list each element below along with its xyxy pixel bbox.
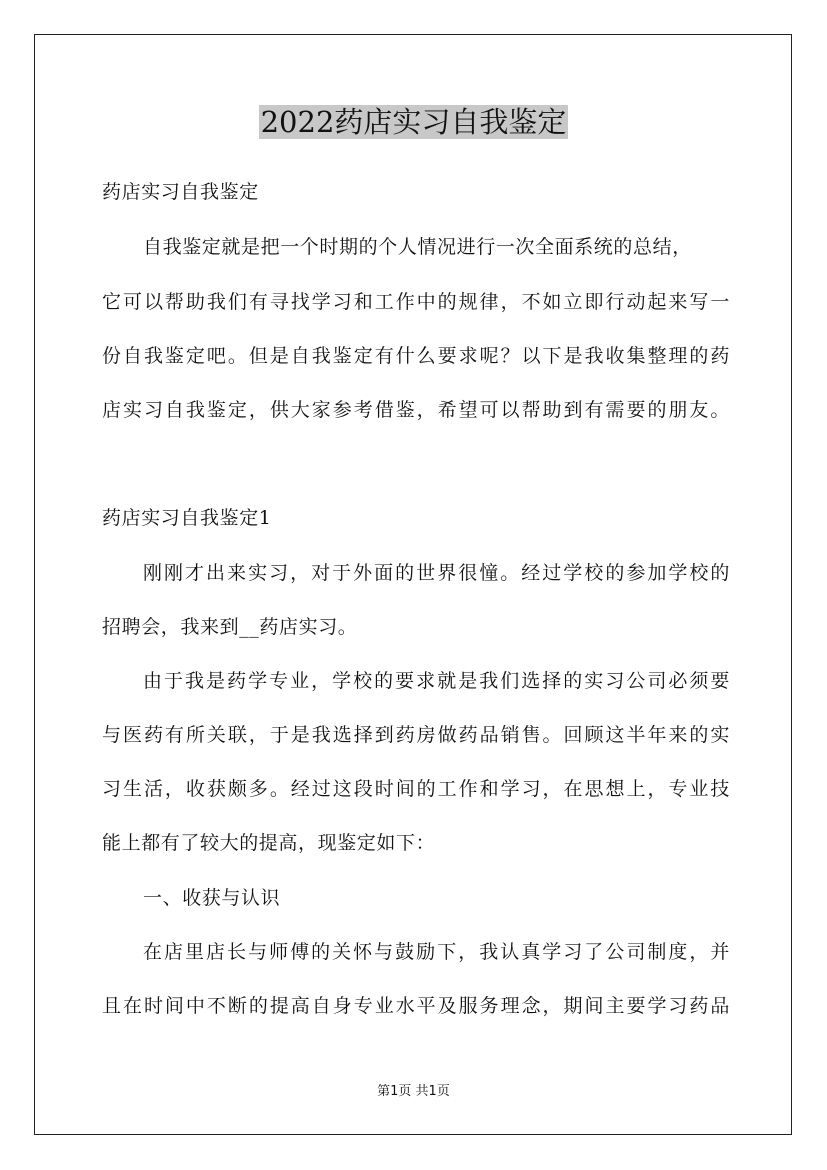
- document-title-text: 2022药店实习自我鉴定: [260, 105, 567, 139]
- paragraph-1-line-2: 招聘会，我来到__药店实习。: [102, 616, 358, 638]
- paragraph-3-line-1: 在店里店长与师傅的关怀与鼓励下，我认真学习了公司制度，并: [143, 941, 730, 963]
- intro-line-1: 自我鉴定就是把一个时期的个人情况进行一次全面系统的总结，: [143, 236, 692, 258]
- page-footer: 第1页 共1页: [377, 1084, 450, 1099]
- paragraph-2-line-4: 能上都有了较大的提高，现鉴定如下：: [102, 832, 436, 854]
- intro-line-4: 店实习自我鉴定，供大家参考借鉴，希望可以帮助到有需要的朋友。: [102, 399, 730, 421]
- intro-line-2: 它可以帮助我们有寻找学习和工作中的规律，不如立即行动起来写一: [102, 291, 730, 313]
- intro-line-3: 份自我鉴定吧。但是自我鉴定有什么要求呢？以下是我收集整理的药: [102, 345, 730, 367]
- paragraph-1-line-1: 刚刚才出来实习，对于外面的世界很憧。经过学校的参加学校的: [143, 562, 730, 584]
- document-subtitle: 药店实习自我鉴定: [102, 181, 259, 203]
- paragraph-3-line-2: 且在时间中不断的提高自身专业水平及服务理念，期间主要学习药品: [102, 995, 730, 1017]
- paragraph-2-line-2: 与医药有所关联，于是我选择到药房做药品销售。回顾这半年来的实: [102, 724, 730, 746]
- section-heading-1: 药店实习自我鉴定1: [102, 507, 272, 529]
- paragraph-2-line-3: 习生活，收获颇多。经过这段时间的工作和学习，在思想上，专业技: [102, 778, 730, 800]
- paragraph-2-line-1: 由于我是药学专业，学校的要求就是我们选择的实习公司必须要: [143, 670, 730, 692]
- sub-heading: 一、收获与认识: [143, 887, 281, 909]
- document-title: [0, 100, 827, 144]
